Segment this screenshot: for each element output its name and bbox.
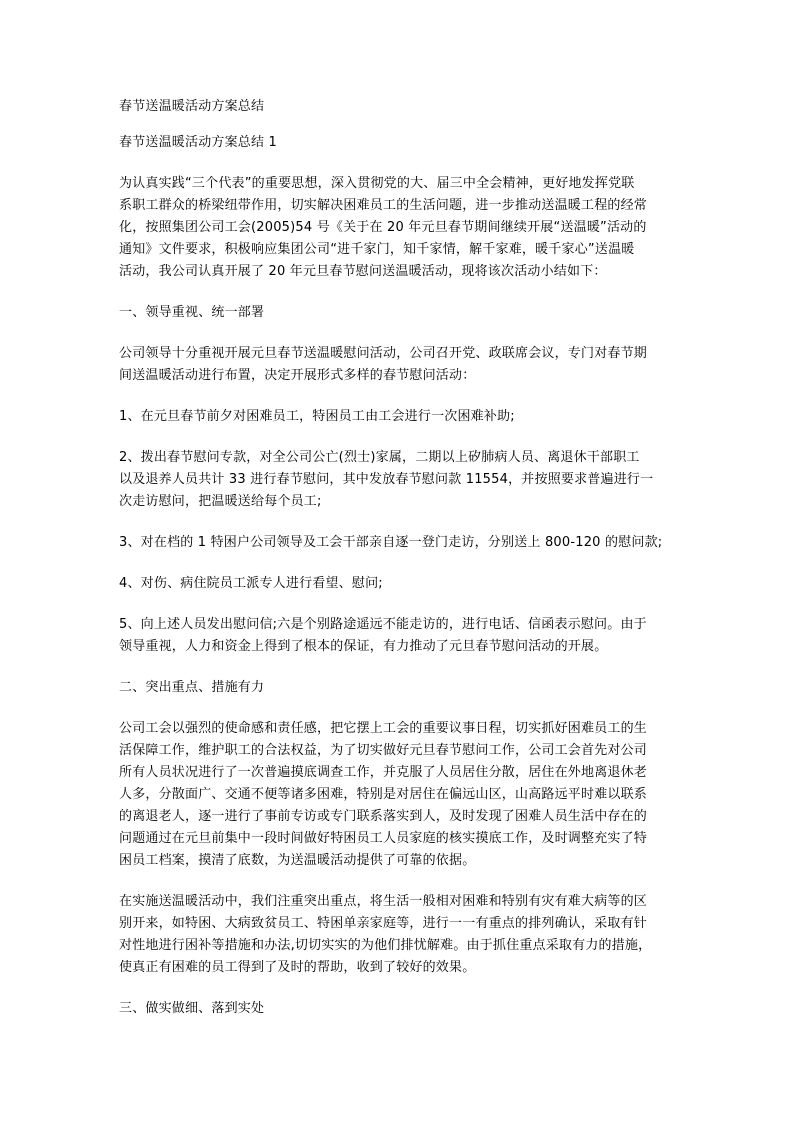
- section-1-paragraph: [119, 343, 679, 387]
- section-2-paragraph-2: [119, 891, 679, 979]
- list-item-line: 次走访慰问，把温暖送给每个员工;: [119, 494, 322, 509]
- document-page: [119, 96, 679, 1020]
- section-3-heading: 三、做实做细、落到实处: [119, 1001, 265, 1016]
- paragraph-line: 活保障工作，维护职工的合法权益，为了切实做好元旦春节慰问工作，公司工会首先对公司: [119, 743, 648, 758]
- paragraph-line: 别开来，如特困、大病致贫员工、特困单亲家庭等，进行一一有重点的排列确认，采取有针: [119, 916, 648, 931]
- section-2-paragraph-1: [119, 718, 679, 872]
- paragraph-line: 对性地进行困补等措施和办法,切切实实的为他们排忧解难。由于抓住重点采取有力的措施，: [119, 938, 652, 953]
- list-item-line: 以及退养人员共计 33 进行春节慰问，其中发放春节慰问款 11554，并按照要求普遍进行一: [119, 472, 654, 487]
- list-item-line: 4、对伤、病住院员工派专人进行看望、慰问;: [119, 576, 383, 591]
- list-item-3: [119, 532, 679, 554]
- list-item-line: 领导重视，人力和资金上得到了根本的保证，有力推动了元旦春节慰问活动的开展。: [119, 639, 608, 654]
- intro-line: 化，按照集团公司工会(2005)54 号《关于在 20 年元旦春节期间继续开展“送温暖”活动的: [119, 220, 647, 235]
- paragraph-line: 所有人员状况进行了一次普遍摸底调查工作，并克服了人员居住分散，居住在外地离退休老: [119, 765, 648, 780]
- intro-line: 通知》文件要求，积极响应集团公司“进千家门，知千家情，解千家难，暖千家心”送温暖: [119, 242, 635, 257]
- paragraph-line: 公司领导十分重视开展元旦春节送温暖慰问活动，公司召开党、政联席会议，专门对春节期: [119, 346, 648, 361]
- paragraph-line: 问题通过在元旦前集中一段时间做好特困员工人员家庭的核实摸底工作，及时调整充实了特: [119, 831, 648, 846]
- list-item-4: [119, 573, 679, 595]
- list-item-5: [119, 614, 679, 658]
- intro-line: 系职工群众的桥梁纽带作用，切实解决困难员工的生活问题，进一步推动送温暖工程的经常: [119, 198, 648, 213]
- paragraph-line: 人多，分散面广、交通不便等诸多困难，特别是对居住在偏远山区，山高路远平时难以联系: [119, 787, 648, 802]
- document-title: 春节送温暖活动方案总结: [119, 99, 265, 114]
- list-item-line: 2、拨出春节慰问专款，对全公司公亡(烈士)家属，二期以上矽肺病人员、离退休干部职工: [119, 450, 640, 465]
- intro-paragraph: [119, 173, 679, 283]
- paragraph-line: 公司工会以强烈的使命感和责任感，把它摆上工会的重要议事日程，切实抓好困难员工的生: [119, 721, 648, 736]
- section-2-heading: 二、突出重点、措施有力: [119, 680, 265, 695]
- document-subtitle: 春节送温暖活动方案总结 1: [119, 135, 278, 150]
- intro-line: 活动，我公司认真开展了 20 年元旦春节慰问送温暖活动，现将该次活动小结如下：: [119, 264, 607, 279]
- section-1-heading: 一、领导重视、统一部署: [119, 305, 265, 320]
- paragraph-line: 使真正有困难的员工得到了及时的帮助，收到了较好的效果。: [119, 960, 476, 975]
- list-item-line: 3、对在档的 1 特困户公司领导及工会干部亲自逐一登门走访，分别送上 800-120 的慰问款;: [119, 535, 663, 550]
- paragraph-line: 困员工档案，摸清了底数，为送温暖活动提供了可靠的依据。: [119, 853, 476, 868]
- paragraph-line: 间送温暖活动进行布置，决定开展形式多样的春节慰问活动：: [119, 368, 476, 383]
- list-item-line: 5、向上述人员发出慰问信;六是个别路途遥远不能走访的，进行电话、信函表示慰问。由于: [119, 617, 647, 632]
- intro-line: 为认真实践“三个代表”的重要思想，深入贯彻党的大、届三中全会精神，更好地发挥党联: [119, 176, 635, 191]
- list-item-1: [119, 406, 679, 428]
- list-item-line: 1、在元旦春节前夕对困难员工，特困员工由工会进行一次困难补助;: [119, 409, 515, 424]
- paragraph-line: 在实施送温暖活动中，我们注重突出重点，将生活一般相对困难和特别有灾有难大病等的区: [119, 894, 648, 909]
- list-item-2: [119, 447, 679, 513]
- paragraph-line: 的离退老人，逐一进行了事前专访或专门联系落实到人，及时发现了困难人员生活中存在的: [119, 809, 648, 824]
